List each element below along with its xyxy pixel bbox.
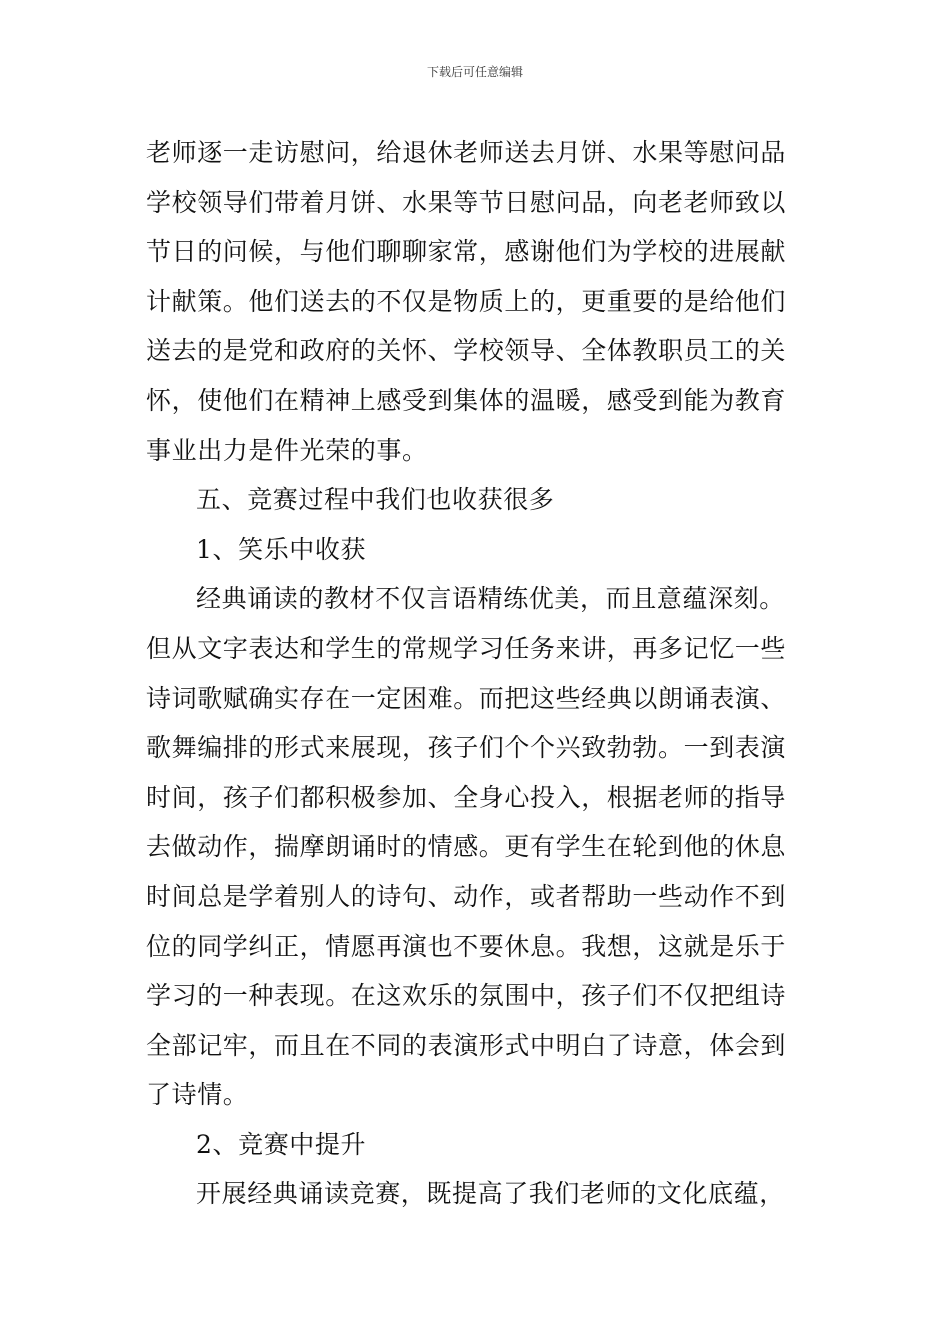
document-body (146, 128, 811, 1219)
text-line: 学习的一种表现。在这欢乐的氛围中，孩子们不仅把组诗 (146, 981, 787, 1011)
text-line: 老师逐一走访慰问，给退休老师送去月饼、水果等慰问品 (146, 138, 787, 167)
text-line: 时间总是学着别人的诗句、动作，或者帮助一些动作不到 (146, 881, 787, 911)
text-line: 2、竞赛中提升 (196, 1129, 367, 1159)
text-line: 位的同学纠正，情愿再演也不要休息。我想，这就是乐于 (146, 931, 787, 961)
text-line: 五、竞赛过程中我们也收获很多 (196, 485, 555, 515)
text-line: 了诗情。 (146, 1080, 249, 1110)
text-line: 事业出力是件光荣的事。 (146, 435, 428, 465)
text-line: 全部记牢，而且在不同的表演形式中明白了诗意，体会到 (146, 1030, 787, 1060)
text-line: 诗词歌赋确实存在一定困难。而把这些经典以朗诵表演、 (146, 683, 787, 713)
text-line: 学校领导们带着月饼、水果等节日慰问品，向老老师致以 (146, 187, 787, 217)
text-line: 怀，使他们在精神上感受到集体的温暖，感受到能为教育 (146, 385, 787, 415)
text-line: 时间，孩子们都积极参加、全身心投入，根据老师的指导 (146, 782, 787, 812)
text-line: 1、笑乐中收获 (196, 534, 367, 564)
page-header: 下载后可任意编辑 (426, 65, 523, 79)
text-line: 计献策。他们送去的不仅是物质上的，更重要的是给他们 (146, 286, 787, 316)
text-line: 经典诵读的教材不仅言语精练优美，而且意蕴深刻。 (196, 584, 785, 614)
text-line: 去做动作，揣摩朗诵时的情感。更有学生在轮到他的休息 (146, 832, 787, 862)
text-line: 节日的问候，与他们聊聊家常，感谢他们为学校的进展献 (146, 237, 787, 267)
text-line: 送去的是党和政府的关怀、学校领导、全体教职员工的关 (146, 336, 787, 366)
text-line: 歌舞编排的形式来展现，孩子们个个兴致勃勃。一到表演 (146, 733, 787, 763)
text-line: 但从文字表达和学生的常规学习任务来讲，再多记忆一些 (146, 633, 787, 663)
text-line: 开展经典诵读竞赛，既提高了我们老师的文化底蕴， (196, 1179, 785, 1209)
